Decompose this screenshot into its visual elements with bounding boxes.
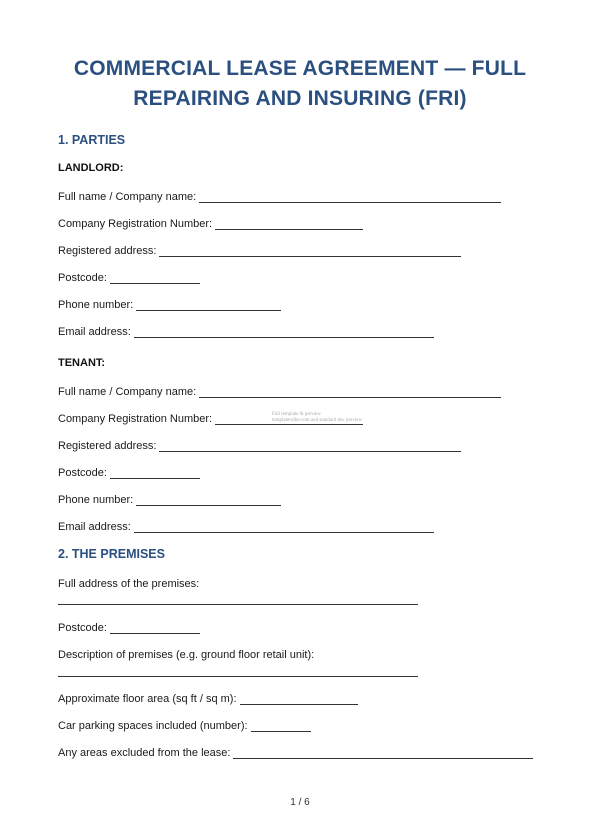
- landlord-company-reg-row: [58, 216, 363, 230]
- landlord-email-field[interactable]: [134, 326, 434, 338]
- premises-description-field[interactable]: [58, 675, 418, 677]
- landlord-postcode-field[interactable]: [110, 272, 200, 284]
- landlord-email-label: Email address:: [58, 326, 131, 338]
- landlord-address-label: Registered address:: [58, 245, 157, 257]
- premises-address-label: Full address of the premises:: [58, 578, 200, 590]
- tenant-heading: TENANT:: [58, 357, 106, 369]
- section-heading-premises: 2. THE PREMISES: [58, 547, 165, 561]
- premises-description-label: Description of premises (e.g. ground floor retail unit):: [58, 649, 315, 661]
- excluded-areas-row: [58, 745, 533, 759]
- landlord-full-name-row: [58, 189, 501, 203]
- premises-description-row: [58, 647, 317, 661]
- tenant-phone-field[interactable]: [136, 494, 281, 506]
- landlord-phone-label: Phone number:: [58, 299, 134, 311]
- landlord-full-name-field[interactable]: [199, 191, 501, 203]
- title-line-2: REPAIRING AND INSURING (FRI): [133, 87, 467, 110]
- floor-area-field[interactable]: [240, 693, 358, 705]
- landlord-postcode-row: [58, 270, 200, 284]
- landlord-company-reg-field[interactable]: [215, 218, 363, 230]
- tenant-full-name-label: Full name / Company name:: [58, 386, 197, 398]
- tenant-email-field[interactable]: [134, 521, 434, 533]
- parking-row: [58, 718, 311, 732]
- landlord-heading: LANDLORD:: [58, 162, 124, 174]
- premises-postcode-label: Postcode:: [58, 622, 107, 634]
- tenant-postcode-row: [58, 465, 200, 479]
- landlord-address-field[interactable]: [159, 245, 461, 257]
- parking-field[interactable]: [251, 720, 311, 732]
- page-number: 1 / 6: [290, 797, 310, 808]
- floor-area-label: Approximate floor area (sq ft / sq m):: [58, 693, 237, 705]
- premises-postcode-row: [58, 620, 200, 634]
- tenant-address-label: Registered address:: [58, 440, 157, 452]
- landlord-address-row: [58, 243, 461, 257]
- parking-label: Car parking spaces included (number):: [58, 720, 248, 732]
- premises-address-field[interactable]: [58, 603, 418, 605]
- premises-address-row: [58, 576, 202, 590]
- section-heading-parties: 1. PARTIES: [58, 133, 126, 147]
- title-line-1: COMMERCIAL LEASE AGREEMENT — FULL: [73, 57, 527, 80]
- landlord-phone-field[interactable]: [136, 299, 281, 311]
- watermark-line-1: Full template & preview: [272, 412, 322, 417]
- landlord-full-name-label: Full name / Company name:: [58, 191, 197, 203]
- excluded-areas-field[interactable]: [233, 747, 533, 759]
- tenant-postcode-label: Postcode:: [58, 467, 107, 479]
- tenant-full-name-row: [58, 384, 501, 398]
- landlord-email-row: [58, 324, 434, 338]
- document-title: [40, 54, 560, 114]
- excluded-areas-label: Any areas excluded from the lease:: [58, 747, 231, 759]
- tenant-phone-label: Phone number:: [58, 494, 134, 506]
- tenant-phone-row: [58, 492, 281, 506]
- tenant-address-field[interactable]: [159, 440, 461, 452]
- watermark-line-2: templateroller.com and standard doc preview: [272, 418, 363, 423]
- landlord-postcode-label: Postcode:: [58, 272, 107, 284]
- tenant-address-row: [58, 438, 461, 452]
- floor-area-row: [58, 691, 358, 705]
- watermark-text: [272, 412, 362, 424]
- tenant-email-row: [58, 519, 434, 533]
- premises-postcode-field[interactable]: [110, 622, 200, 634]
- tenant-email-label: Email address:: [58, 521, 131, 533]
- tenant-company-reg-label: Company Registration Number:: [58, 413, 213, 425]
- tenant-postcode-field[interactable]: [110, 467, 200, 479]
- tenant-full-name-field[interactable]: [199, 386, 501, 398]
- landlord-company-reg-label: Company Registration Number:: [58, 218, 213, 230]
- landlord-phone-row: [58, 297, 281, 311]
